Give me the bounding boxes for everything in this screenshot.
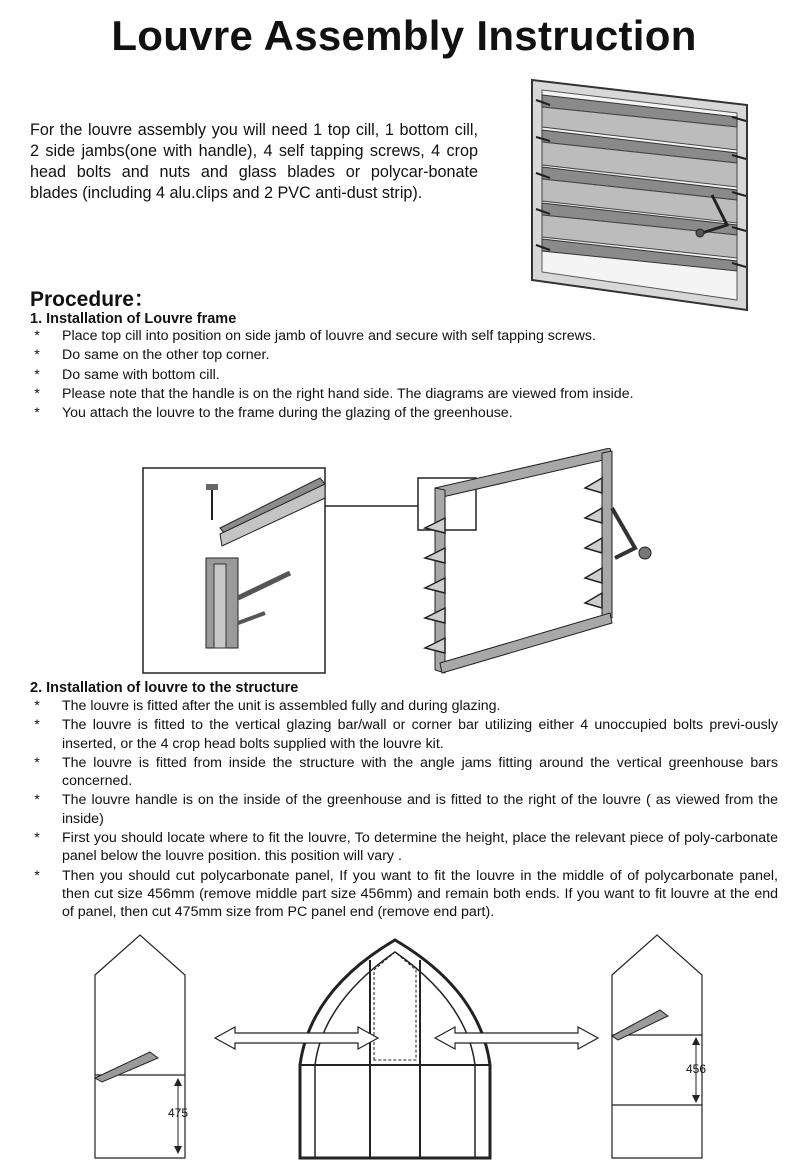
louvre-window-illustration bbox=[522, 75, 757, 315]
bullet-icon: * bbox=[34, 867, 40, 884]
bullet-icon: * bbox=[34, 698, 40, 714]
bullet-icon: * bbox=[34, 754, 40, 771]
section2-step: * The louvre is fitted from inside the structure with the angle jams fitting around the vertical greenhouse bars concerned. bbox=[30, 754, 778, 791]
section1-step: * Do same with bottom cill. bbox=[30, 366, 780, 384]
section1-step: * You attach the louvre to the frame during the glazing of the greenhouse. bbox=[30, 404, 780, 422]
section2-step: * The louvre is fitted after the unit is assembled fully and during glazing. bbox=[30, 697, 778, 715]
middle-cut-dimension: 456 bbox=[685, 1062, 707, 1076]
bullet-icon: * bbox=[34, 385, 40, 402]
corner-detail-inset bbox=[143, 468, 325, 673]
bullet-icon: * bbox=[34, 366, 40, 383]
panel-cutting-diagram bbox=[90, 930, 730, 1160]
section2-steps bbox=[30, 697, 778, 923]
section2-heading: 2. Installation of louvre to the structure bbox=[30, 680, 299, 696]
section1-step: * Please note that the handle is on the right hand side. The diagrams are viewed from inside. bbox=[30, 385, 780, 403]
frame-assembly-diagram bbox=[140, 448, 660, 678]
greenhouse-arch bbox=[300, 940, 490, 1158]
bullet-icon: * bbox=[34, 328, 40, 344]
procedure-heading: Procedure： bbox=[30, 288, 155, 311]
section1-step: * Place top cill into position on side jamb of louvre and secure with self tapping screws. bbox=[30, 327, 780, 345]
end-cut-panel bbox=[95, 935, 188, 1158]
section1-step: * Do same on the other top corner. bbox=[30, 346, 780, 364]
section1-heading: 1. Installation of Louvre frame bbox=[30, 311, 237, 327]
bullet-icon: * bbox=[34, 717, 40, 734]
middle-cut-panel bbox=[612, 935, 706, 1158]
section1-steps bbox=[30, 327, 780, 423]
bullet-icon: * bbox=[34, 347, 40, 364]
section2-step: * First you should locate where to fit the louvre, To determine the height, place the relevant piece of poly-carbonate panel below the louvre position. this position will vary . bbox=[30, 829, 778, 866]
section2-step: * The louvre handle is on the inside of the greenhouse and is fitted to the right of the louvre ( as viewed from the inside) bbox=[30, 791, 778, 828]
louvre-frame-drawing bbox=[425, 448, 651, 673]
section2-step: * Then you should cut polycarbonate panel, If you want to fit the louvre in the middle of of polycarbonate panel, then cut size 456mm (remove middle part size 456mm) and remain both ends. If you want to fit louvre at the end of panel, then cut 475mm size from PC panel end (remove end part). bbox=[30, 867, 778, 922]
section2-step: * The louvre is fitted to the vertical glazing bar/wall or corner bar utilizing either 4 unoccupied bolts previ-ously inserted, or the 4 crop head bolts supplied with the louvre kit. bbox=[30, 716, 778, 753]
bullet-icon: * bbox=[34, 830, 40, 847]
intro-paragraph: For the louvre assembly you will need 1 top cill, 1 bottom cill, 2 side jambs(one with handle), 4 self tapping screws, 4 crop head bolts and nuts and glass blades or polycar-bonate blades (including 4 alu.clips and 2 PVC anti-dust strip). bbox=[30, 121, 478, 202]
bullet-icon: * bbox=[34, 792, 40, 809]
end-cut-dimension: 475 bbox=[167, 1106, 189, 1120]
page-title: Louvre Assembly Instruction bbox=[111, 12, 697, 59]
bullet-icon: * bbox=[34, 405, 40, 422]
